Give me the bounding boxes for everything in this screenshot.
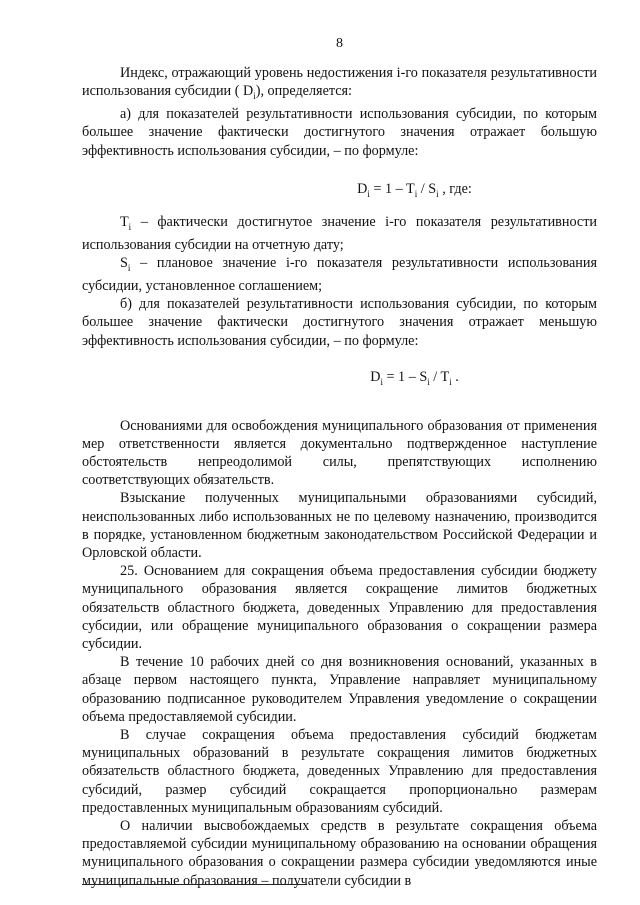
- definition-text: – фактически достигнутое значение i-го показателя результативности использования субсидии на отчетную дату;: [82, 213, 597, 253]
- definition-t: [82, 213, 597, 254]
- formula-part: = 1 – S: [382, 368, 428, 385]
- paragraph-notice-term: В течение 10 рабочих дней со дня возникновения оснований, указанных в абзаце первом настоящего пункта, Управление направляет муниципальному образованию подписанное руководителем Управления уведомление о сокращении объема предоставляемой субсидии.: [82, 654, 597, 725]
- subscript: i: [253, 91, 256, 102]
- paragraph-released-funds: О наличии высвобождаемых средств в результате сокращения объема предоставляемой субсидии муниципальному образованию на основании обращения муниципального образования о сокращении размера субсидии уведомляются иные муниципальные образования – получатели субсидии в: [82, 818, 597, 889]
- formula-symbol: D: [357, 180, 368, 197]
- subscript: i: [127, 262, 131, 273]
- formula-tail: , где:: [438, 180, 472, 197]
- formula-subscript: i: [436, 188, 439, 199]
- paragraph-index-definition: [82, 64, 597, 105]
- formula-symbol: D: [370, 368, 381, 385]
- formula-part: / S: [417, 180, 437, 197]
- paragraph-case-a: а) для показателей результативности использования субсидии, по которым большее значение фактически достигнутого значения отражает большую эффективность использования субсидии, – по формуле:: [82, 106, 597, 159]
- formula-tail: .: [451, 368, 459, 385]
- page-number: 8: [336, 36, 343, 51]
- definition-s: [82, 254, 597, 295]
- formula-subscript: i: [427, 376, 430, 387]
- symbol: T: [120, 213, 129, 230]
- footnote-divider: [82, 884, 307, 885]
- paragraph-proportional-reduction: В случае сокращения объема предоставления субсидий бюджетам муниципальных образований в результате сокращения лимитов бюджетных обязательств областного бюджета, доведенных Управлению для предоставления субсидий, размер субсидий сокращается пропорционально размерам предоставленных муниципальным образованиям субсидий.: [82, 727, 597, 816]
- formula-subscript: i: [414, 188, 418, 199]
- formula-2: [82, 368, 597, 391]
- formula-subscript: i: [380, 376, 383, 387]
- paragraph-clause-25: 25. Основанием для сокращения объема предоставления субсидии бюджету муниципального образования является сокращение лимитов бюджетных обязательств областного бюджета, доведенных Управлению для предоставления субсидии, или обращение муниципального образования о сокращении размера субсидии.: [82, 563, 597, 653]
- formula-subscript: i: [367, 188, 370, 199]
- symbol: S: [120, 254, 128, 271]
- paragraph-exemption: Основаниями для освобождения муниципального образования от применения мер ответственности является документально подтвержденное наступление обстоятельств непреодолимой силы, препятствующих исполнению соответствующих обязательств.: [82, 417, 597, 489]
- formula-part: = 1 – T: [369, 180, 415, 197]
- formula-part: / T: [429, 368, 450, 385]
- paragraph-text: Индекс, отражающий уровень недостижения i-го показателя результативности использования субсидии ( D: [82, 65, 597, 100]
- formula-subscript: i: [449, 376, 452, 387]
- formula-1: [82, 180, 597, 203]
- paragraph-recovery: Взыскание полученных муниципальными образованиями субсидий, неиспользованных либо использованных не по целевому назначению, производится в порядке, установленном бюджетным законодательством Российской Федерации и Орловской области.: [82, 490, 597, 561]
- paragraph-case-b: б) для показателей результативности использования субсидии, по которым большее значение фактически достигнутого значения отражает меньшую эффективность использования субсидии, – по формуле:: [82, 296, 597, 349]
- paragraph-text: ), определяется:: [255, 83, 352, 100]
- subscript: i: [128, 221, 132, 232]
- definition-text: – плановое значение i-го показателя результативности использования субсидии, установленное соглашением;: [82, 254, 597, 294]
